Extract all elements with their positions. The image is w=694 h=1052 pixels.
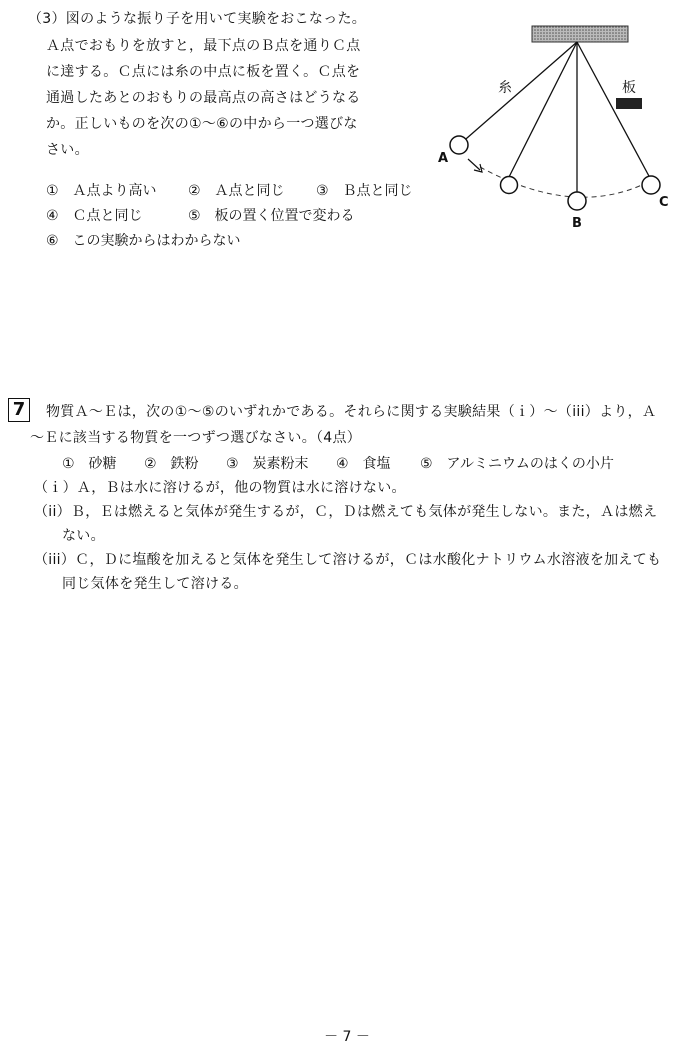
- substance-4: ④ 食塩: [336, 456, 391, 472]
- label-string: 糸: [498, 80, 512, 96]
- q3-line: 通過したあとのおもりの最高点の高さはどうなる: [46, 90, 361, 106]
- bob-b: [568, 192, 586, 210]
- string-a: [459, 42, 577, 145]
- result-line: ない。: [62, 528, 105, 544]
- choice-3: ③ Ｂ点と同じ: [316, 183, 413, 199]
- q3-line: に達する。Ｃ点には糸の中点に板を置く。Ｃ点を: [46, 64, 361, 80]
- substance-1: ① 砂糖: [62, 456, 117, 472]
- choice-5: ⑤ 板の置く位置で変わる: [188, 208, 355, 224]
- choice-6: ⑥ この実験からはわからない: [46, 233, 241, 249]
- question-number-box: 7: [8, 398, 30, 422]
- string-c: [577, 42, 650, 178]
- q3-line: さい。: [46, 142, 89, 158]
- result-line: （ｉ）Ａ，Ｂは水に溶けるが，他の物質は水に溶けない。: [34, 480, 406, 496]
- label-c: C: [659, 195, 669, 210]
- ceiling-support: [532, 26, 628, 42]
- q7-line: 物質Ａ～Ｅは，次の①～⑤のいずれかである。それらに関する実験結果（ｉ）～（iii）より，Ａ: [46, 404, 657, 420]
- motion-arrow: [468, 159, 482, 172]
- substance-3: ③ 炭素粉末: [226, 456, 309, 472]
- label-board: 板: [622, 80, 636, 96]
- board: [616, 98, 642, 109]
- string-mid1: [509, 42, 577, 177]
- choice-4: ④ Ｃ点と同じ: [46, 208, 143, 224]
- page-number: － 7 －: [324, 1029, 370, 1045]
- bob-c: [642, 176, 660, 194]
- q3-line: （3）図のような振り子を用いて実験をおこなった。: [28, 11, 367, 27]
- result-line: （ii）Ｂ，Ｅは燃えると気体が発生するが，Ｃ，Ｄは燃えても気体が発生しない。また，Ａは燃え: [34, 504, 658, 520]
- result-line: （iii）Ｃ，Ｄに塩酸を加えると気体を発生して溶けるが，Ｃは水酸化ナトリウム水溶液を加えても: [34, 552, 662, 568]
- label-b: B: [572, 216, 582, 231]
- choice-1: ① Ａ点より高い: [46, 183, 157, 199]
- bob-a: [450, 136, 468, 154]
- substance-2: ② 鉄粉: [144, 456, 199, 472]
- bob-mid: [501, 177, 518, 194]
- q3-line: か。正しいものを次の①～⑥の中から一つ選びな: [46, 116, 358, 132]
- result-line: 同じ気体を発生して溶ける。: [62, 576, 248, 592]
- q7-line: ～Ｅに該当する物質を一つずつ選びなさい。（4点）: [30, 430, 362, 446]
- choice-2: ② Ａ点と同じ: [188, 183, 285, 199]
- q3-line: Ａ点でおもりを放すと，最下点のＢ点を通りＣ点: [46, 38, 361, 54]
- substance-5: ⑤ アルミニウムのはくの小片: [420, 456, 614, 472]
- label-a: A: [438, 151, 449, 166]
- pendulum-figure: [420, 20, 690, 240]
